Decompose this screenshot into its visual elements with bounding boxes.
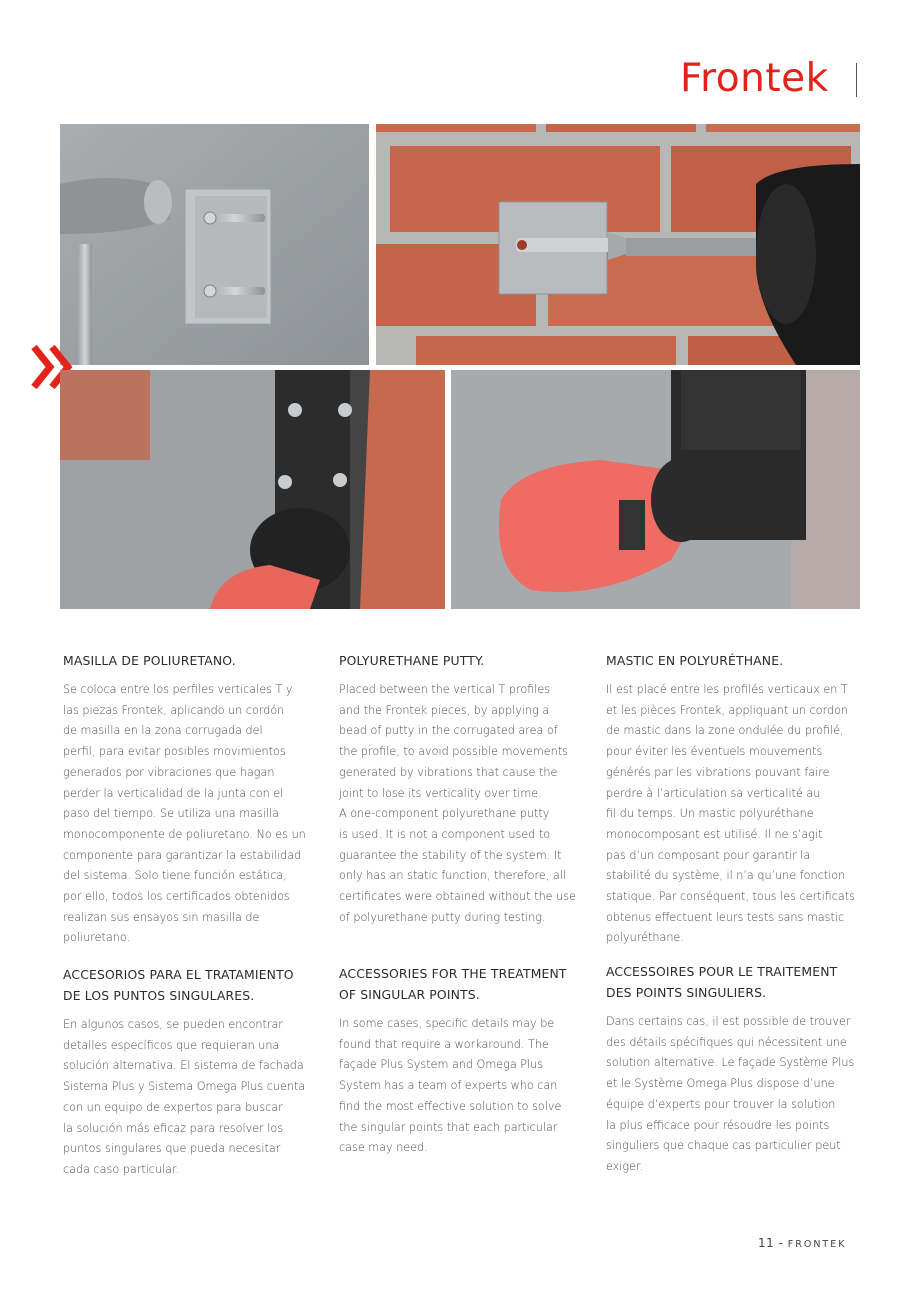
frontek-logo: Frontek: [680, 56, 829, 101]
heading-mastic: MASTIC EN POLYURÉTHANE.: [606, 653, 784, 668]
photo-red-drill-profile: [451, 370, 860, 609]
heading-accessories: ACCESSORIES FOR THE TREATMENT OF SINGULAR POINTS.: [339, 966, 567, 1002]
heading-putty: POLYURETHANE PUTTY.: [339, 653, 485, 668]
photo-hammer-bracket: [60, 124, 369, 365]
body-accessories: In some cases, specific details may be found that require a workaround. The façade Plus System and Omega Plus System has a team of experts who can find the most effective solution to solve the singular points that each particular case may need.: [339, 1017, 562, 1155]
column-french: [606, 650, 864, 949]
heading-accesorios: ACCESORIOS PARA EL TRATAMIENTO DE LOS PUNTOS SINGULARES.: [63, 967, 294, 1003]
logo-divider: [856, 63, 857, 97]
heading-accessoires: ACCESSOIRES POUR LE TRAITEMENT DES POINTS SINGULIERS.: [606, 964, 838, 1000]
body-masilla: Se coloca entre los perfiles verticales T y las piezas Frontek, aplicando un cordón de masilla en la zona corrugada del perfil, para evitar posibles movimientos generados por vibraciones que hagan perder la verticalidad de la junta con el paso del tiempo. Se utiliza una masilla monocomponente de poliuretano. No es un componente para garantizar la estabilidad del sistema. Solo tiene función estática, por ello, todos los certificados obtenidos realizan sus ensayos sin masilla de poliuretano.: [63, 683, 306, 945]
footer-brand: FRONTEK: [787, 1239, 847, 1250]
photo-drill-brick-bracket: [376, 124, 860, 365]
footer-separator: -: [778, 1236, 784, 1250]
column-spanish: [63, 650, 325, 949]
column-english-accessories: [339, 963, 589, 1159]
page-footer: [758, 1236, 846, 1250]
heading-masilla: MASILLA DE POLIURETANO.: [63, 653, 236, 668]
column-french-accessories: [606, 961, 864, 1178]
body-accessoires: Dans certains cas, il est possible de trouver des détails spécifiques qui nécessitent une solution alternative. Le façade Système Plus et le Système Omega Plus dispose d’une équipe d’experts pour trouver la solution la plus efficace pour résoudre les points singuliers que chaque cas particulier peut exiger.: [606, 1015, 855, 1173]
body-mastic: Il est placé entre les profilés verticaux en T et les pièces Frontek, appliquant un cordon de mastic dans la zone ondulée du profilé, pour éviter les éventuels mouvements générés par les vibrations pouvant faire perdre à l’articulation sa verticalité au fil du temps. Un mastic polyuréthane monocomposant est utilisé. Il ne s’agit pas d’un composant pour garantir la stabilité du système, il n’a qu’une fonction statique. Par conséquent, tous les certificats obtenus effectuent leurs tests sans mastic polyuréthane.: [606, 683, 855, 945]
column-spanish-accessories: [63, 964, 325, 1181]
column-english: [339, 650, 589, 928]
body-accesorios: En algunos casos, se pueden encontrar detalles específicos que requieran una solución alternativa. El sistema de fachada Sistema Plus y Sistema Omega Plus cuenta con un equipo de expertos para buscar la solución más eficaz para resolver los puntos singulares que pueda necesitar cada caso particular.: [63, 1018, 306, 1176]
photo-drill-profile-concrete: [60, 370, 445, 609]
body-putty: Placed between the vertical T profiles and the Frontek pieces, by applying a bead of putty in the corrugated area of the profile, to avoid possible movements generated by vibrations that cause the joint to lose its verticality over time. A one-component polyurethane putty is used. It is not a component used to guarantee the stability of the system. It only has an static function, therefore, all certificates were obtained without the use of polyurethane putty during testing.: [339, 683, 576, 924]
page-number: 11: [758, 1236, 775, 1250]
